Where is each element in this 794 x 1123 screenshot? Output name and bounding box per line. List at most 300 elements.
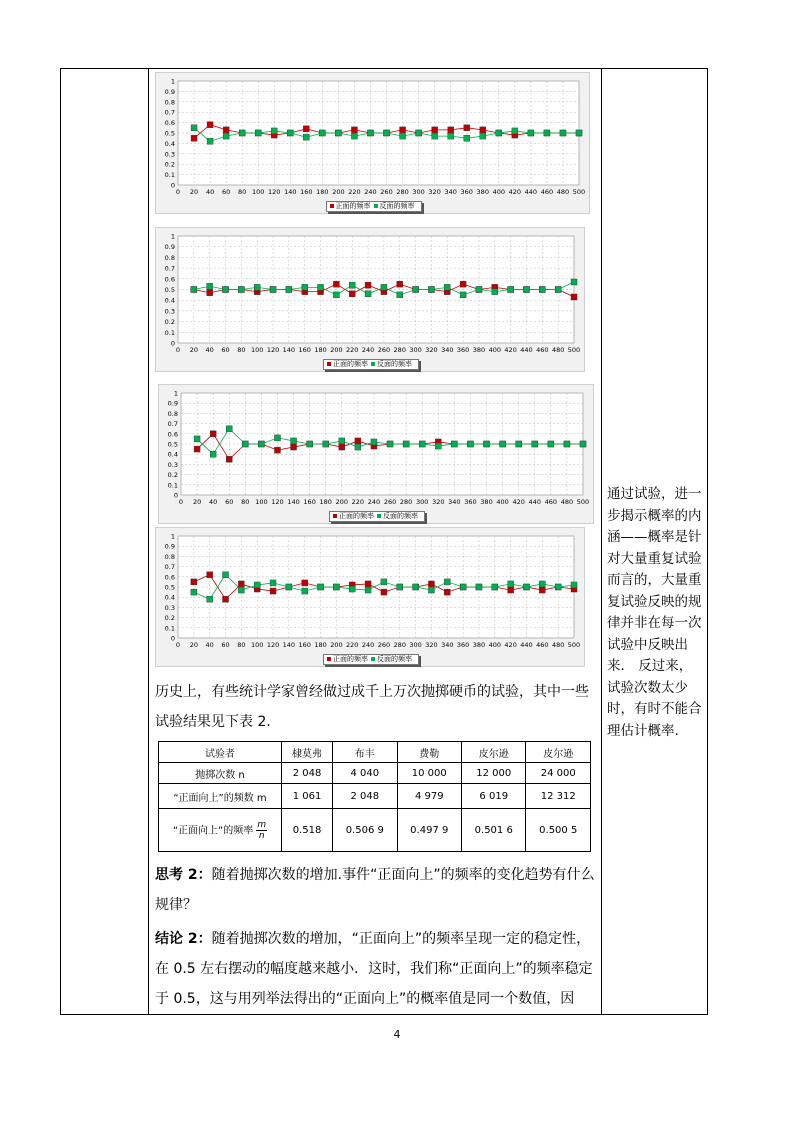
chart-legend: [323, 654, 419, 665]
x-tick-label: 320: [425, 641, 438, 649]
x-tick-label: 460: [536, 346, 549, 354]
x-tick-label: 300: [412, 188, 425, 196]
x-tick-label: 180: [319, 498, 332, 506]
data-point: [365, 587, 371, 593]
data-point: [500, 441, 506, 447]
data-point: [432, 133, 438, 139]
data-point: [419, 441, 425, 447]
y-tick-label: 0.3: [167, 460, 178, 469]
data-point: [323, 441, 329, 447]
x-tick-label: 440: [528, 498, 541, 506]
data-point: [349, 586, 355, 592]
x-tick-label: 360: [456, 641, 470, 649]
data-point: [413, 584, 419, 590]
table-cell: 0.518: [282, 809, 333, 852]
table-cell: 2 048: [333, 784, 397, 809]
data-point: [460, 584, 466, 590]
data-point: [191, 287, 197, 293]
data-point: [223, 287, 229, 293]
data-point: [351, 127, 357, 133]
data-point: [191, 125, 197, 131]
x-tick-label: 500: [572, 188, 586, 196]
x-tick-label: 80: [238, 188, 247, 196]
x-tick-label: 480: [551, 346, 565, 354]
row-label: [159, 809, 282, 852]
x-tick-label: 220: [351, 498, 365, 506]
data-point: [576, 130, 582, 136]
x-tick-label: 500: [576, 498, 590, 506]
x-tick-label: 100: [250, 346, 264, 354]
table-cell: 2 048: [282, 763, 333, 784]
x-tick-label: 60: [221, 346, 230, 354]
data-point: [523, 584, 529, 590]
data-point: [355, 444, 361, 450]
conclusion-2-paragraph: [155, 924, 595, 1014]
data-point: [528, 130, 534, 136]
x-tick-label: 300: [409, 641, 422, 649]
chart-legend: [326, 201, 422, 212]
legend-swatch: [377, 514, 381, 518]
data-point: [508, 287, 514, 293]
y-tick-label: 1: [170, 532, 175, 541]
y-tick-label: 0.2: [164, 318, 175, 327]
x-tick-label: 300: [409, 346, 422, 354]
x-tick-label: 260: [383, 498, 397, 506]
data-point: [351, 133, 357, 139]
y-tick-label: 0.5: [164, 286, 175, 294]
data-point: [413, 287, 419, 293]
data-point: [270, 287, 276, 293]
data-point: [539, 587, 545, 593]
data-point: [302, 580, 308, 586]
y-tick-label: 0: [170, 339, 175, 348]
x-tick-label: 380: [480, 498, 493, 506]
x-tick-label: 480: [556, 188, 570, 196]
data-point: [270, 580, 276, 586]
column-divider-left: [148, 68, 149, 1015]
y-tick-label: 0.8: [164, 552, 175, 561]
data-point: [432, 127, 438, 133]
data-point: [270, 588, 276, 594]
data-point: [274, 435, 280, 441]
data-point: [302, 588, 308, 594]
legend-label: 正面的频率: [333, 655, 368, 663]
table-header: 布丰: [333, 742, 397, 763]
x-tick-label: 220: [346, 641, 359, 649]
y-tick-label: 0.2: [164, 160, 175, 169]
x-tick-label: 460: [544, 498, 558, 506]
legend-label: 反面的频率: [379, 202, 415, 210]
x-tick-label: 380: [472, 641, 486, 649]
x-tick-label: 420: [504, 641, 517, 649]
y-tick-label: 0: [170, 181, 175, 190]
y-tick-label: 0.7: [167, 420, 178, 429]
x-tick-label: 340: [448, 498, 461, 506]
x-tick-label: 60: [225, 498, 234, 506]
data-point: [223, 572, 229, 578]
y-tick-label: 0.1: [164, 171, 175, 180]
y-tick-label: 0: [170, 634, 175, 643]
data-point: [254, 582, 260, 588]
x-tick-label: 180: [316, 188, 329, 196]
data-point: [467, 441, 473, 447]
data-point: [333, 584, 339, 590]
data-point: [496, 130, 502, 136]
x-tick-label: 340: [441, 641, 454, 649]
x-tick-label: 200: [332, 188, 345, 196]
y-tick-label: 0.9: [164, 243, 175, 252]
data-point: [476, 584, 482, 590]
x-tick-label: 20: [189, 641, 198, 649]
data-point: [516, 441, 522, 447]
data-point: [571, 294, 577, 300]
y-tick-label: 0.1: [164, 624, 175, 633]
data-point: [302, 284, 308, 290]
table-cell: 0.497 9: [397, 809, 461, 852]
data-point: [207, 290, 213, 296]
data-point: [448, 133, 454, 139]
table-cell: 1 061: [282, 784, 333, 809]
x-tick-label: 140: [287, 498, 300, 506]
x-tick-label: 280: [393, 641, 406, 649]
x-tick-label: 440: [524, 188, 538, 196]
y-tick-label: 0.3: [164, 307, 175, 316]
y-tick-label: 0.4: [164, 296, 175, 305]
x-tick-label: 400: [488, 346, 502, 354]
x-tick-label: 120: [268, 188, 281, 196]
data-point: [381, 589, 387, 595]
data-point: [371, 439, 377, 445]
data-point: [226, 456, 232, 462]
row-label: “正面向上”的频数 m: [159, 784, 282, 809]
think-2-label: 思考 2：: [155, 867, 212, 883]
legend-swatch: [330, 204, 334, 208]
x-tick-label: 260: [377, 346, 391, 354]
x-tick-label: 500: [567, 641, 581, 649]
data-point: [539, 287, 545, 293]
table-cell: 24 000: [526, 763, 591, 784]
y-tick-label: 0.3: [164, 603, 175, 612]
think-2-paragraph: [155, 860, 595, 920]
data-point: [274, 447, 280, 453]
y-tick-label: 0.1: [167, 481, 178, 490]
data-point: [512, 128, 518, 134]
x-tick-label: 400: [488, 641, 502, 649]
legend-swatch: [371, 362, 375, 366]
data-point: [460, 292, 466, 298]
think-2-text: 随着抛掷次数的增加.事件“正面向上”的频率的变化趋势有什么规律？: [155, 867, 595, 913]
data-point: [492, 289, 498, 295]
data-point: [387, 441, 393, 447]
data-point: [194, 446, 200, 452]
fraction-m-over-n: [256, 820, 267, 841]
x-tick-label: 280: [396, 188, 409, 196]
y-tick-label: 0.6: [164, 275, 175, 284]
data-point: [333, 292, 339, 298]
y-tick-label: 0.1: [164, 328, 175, 337]
data-point: [397, 292, 403, 298]
x-tick-label: 380: [472, 346, 486, 354]
data-point: [286, 287, 292, 293]
x-tick-label: 340: [444, 188, 457, 196]
data-point: [238, 587, 244, 593]
data-point: [291, 438, 297, 444]
x-tick-label: 320: [432, 498, 445, 506]
y-tick-label: 0.8: [164, 253, 175, 262]
data-point: [194, 436, 200, 442]
y-tick-label: 0.2: [164, 614, 175, 623]
fraction-denominator: n: [258, 830, 265, 841]
data-point: [523, 287, 529, 293]
data-point: [319, 130, 325, 136]
table-header: 棣莫弗: [282, 742, 333, 763]
x-tick-label: 240: [361, 346, 375, 354]
data-point: [484, 441, 490, 447]
data-point: [464, 125, 470, 131]
data-point: [258, 441, 264, 447]
x-tick-label: 360: [460, 188, 473, 196]
frequency-chart-3: [158, 384, 594, 524]
x-tick-label: 200: [335, 498, 349, 506]
x-tick-label: 480: [560, 498, 574, 506]
y-tick-label: 0: [173, 491, 178, 500]
page-number: 4: [393, 1028, 401, 1041]
data-point: [508, 587, 514, 593]
x-tick-label: 0: [175, 641, 181, 649]
x-tick-label: 0: [178, 498, 184, 506]
data-point: [223, 127, 229, 133]
legend-swatch: [333, 514, 337, 518]
data-point: [333, 281, 339, 287]
data-point: [223, 596, 229, 602]
y-tick-label: 0.8: [164, 98, 175, 107]
x-tick-label: 320: [425, 346, 438, 354]
y-tick-label: 1: [170, 232, 175, 241]
conclusion-2-text: 随着抛掷次数的增加，“正面向上”的频率呈现一定的稳定性，在 0.5 左右摆动的幅度越来越小．这时，我们称“正面向上”的频率稳定于 0.5，这与用列举法得出的“正面向上”的概率值是同一个数值，因: [155, 931, 593, 1007]
conclusion-2-label: 结论 2：: [155, 931, 212, 947]
y-tick-label: 0.6: [164, 119, 175, 128]
data-point: [451, 441, 457, 447]
history-paragraph: 历史上，有些统计学家曾经做过成千上万次抛掷硬币的试验，其中一些试验结果见下表 2．: [155, 684, 589, 730]
y-tick-label: 0.7: [164, 264, 175, 273]
data-point: [403, 441, 409, 447]
x-tick-label: 220: [348, 188, 361, 196]
data-point: [416, 130, 422, 136]
y-tick-label: 0.5: [164, 583, 175, 592]
x-tick-label: 460: [536, 641, 549, 649]
data-point: [318, 284, 324, 290]
data-point: [339, 444, 345, 450]
data-point: [191, 589, 197, 595]
x-tick-label: 420: [508, 188, 522, 196]
y-tick-label: 0.6: [164, 573, 175, 582]
x-tick-label: 200: [330, 641, 343, 649]
data-point: [460, 281, 466, 287]
data-point: [191, 135, 197, 141]
data-point: [349, 282, 355, 288]
x-tick-label: 240: [364, 188, 377, 196]
data-point: [226, 426, 232, 432]
data-point: [444, 284, 450, 290]
data-point: [448, 127, 454, 133]
data-point: [548, 441, 554, 447]
frequency-chart-1: [155, 72, 590, 214]
data-point: [318, 584, 324, 590]
data-point: [207, 572, 213, 578]
x-tick-label: 400: [492, 188, 506, 196]
table-header: 皮尔逊: [526, 742, 591, 763]
x-tick-label: 80: [237, 641, 246, 649]
table-header: 皮尔逊: [462, 742, 526, 763]
data-point: [464, 135, 470, 141]
x-tick-label: 400: [496, 498, 509, 506]
data-point: [428, 581, 434, 587]
data-point: [271, 128, 277, 134]
data-point: [254, 284, 260, 290]
legend-swatch: [327, 657, 331, 661]
x-tick-label: 60: [221, 188, 231, 196]
x-tick-label: 0: [175, 346, 181, 354]
x-tick-label: 180: [314, 346, 327, 354]
x-tick-label: 320: [428, 188, 441, 196]
x-tick-label: 280: [399, 498, 413, 506]
x-tick-label: 0: [175, 188, 181, 196]
x-tick-label: 160: [303, 498, 316, 506]
y-tick-label: 0.7: [164, 108, 175, 117]
side-note: 通过试验，进一步揭示概率的内涵——概率是针对大量重复试验而言的，大量重复试验反映的规律并非在每一次试验中反映出来． 反过来，试验次数太少时，有时不能合理估计概率.: [607, 486, 702, 739]
y-tick-label: 0.9: [164, 542, 175, 551]
data-point: [365, 291, 371, 297]
legend-swatch: [374, 204, 378, 208]
data-point: [339, 438, 345, 444]
data-point: [580, 441, 586, 447]
data-point: [492, 584, 498, 590]
data-point: [335, 130, 341, 136]
x-tick-label: 460: [540, 188, 554, 196]
y-tick-label: 0.9: [167, 399, 178, 408]
x-tick-label: 420: [504, 346, 517, 354]
x-tick-label: 260: [380, 188, 393, 196]
data-point: [571, 279, 577, 285]
data-point: [444, 579, 450, 585]
data-point: [365, 581, 371, 587]
data-point: [480, 127, 486, 133]
x-tick-label: 260: [377, 641, 391, 649]
x-tick-label: 360: [464, 498, 477, 506]
x-tick-label: 420: [512, 498, 525, 506]
data-point: [355, 438, 361, 444]
column-divider-right: [601, 68, 602, 1015]
x-tick-label: 40: [205, 346, 214, 354]
data-point: [291, 444, 297, 450]
table-cell: 6 019: [462, 784, 526, 809]
frequency-chart-4: [155, 527, 585, 667]
legend-label: 反面的频率: [383, 512, 418, 520]
coin-toss-results-table: [158, 741, 591, 852]
table-cell: 4 040: [333, 763, 397, 784]
y-tick-label: 0.2: [167, 471, 178, 480]
legend-label: 正面的频率: [335, 202, 371, 210]
data-point: [532, 441, 538, 447]
legend-label: 正面的频率: [339, 512, 374, 520]
data-point: [307, 441, 313, 447]
data-point: [191, 579, 197, 585]
x-tick-label: 40: [205, 188, 215, 196]
x-tick-label: 20: [189, 188, 199, 196]
data-point: [480, 133, 486, 139]
y-tick-label: 0.5: [167, 440, 178, 449]
x-tick-label: 160: [298, 641, 311, 649]
x-tick-label: 240: [361, 641, 375, 649]
x-tick-label: 120: [266, 641, 280, 649]
legend-label: 反面的频率: [377, 655, 412, 663]
y-tick-label: 0.6: [167, 430, 178, 439]
data-point: [397, 281, 403, 287]
data-point: [207, 122, 213, 128]
legend-swatch: [371, 657, 375, 661]
x-tick-label: 100: [250, 641, 264, 649]
data-point: [555, 584, 561, 590]
table-header: 费勒: [397, 742, 461, 763]
x-tick-label: 40: [209, 498, 218, 506]
chart-legend: [323, 359, 419, 370]
data-point: [223, 133, 229, 139]
row-label-text: “正面向上”的频率: [172, 825, 254, 836]
data-point: [381, 579, 387, 585]
table-cell: 4 979: [397, 784, 461, 809]
x-tick-label: 120: [266, 346, 280, 354]
data-point: [397, 584, 403, 590]
y-tick-label: 0.7: [164, 563, 175, 572]
x-tick-label: 100: [255, 498, 268, 506]
x-tick-label: 120: [271, 498, 284, 506]
data-point: [238, 287, 244, 293]
data-point: [428, 587, 434, 593]
x-tick-label: 40: [205, 641, 214, 649]
data-point: [242, 441, 248, 447]
x-tick-label: 180: [314, 641, 327, 649]
fraction-numerator: m: [257, 819, 267, 830]
x-tick-label: 480: [551, 641, 565, 649]
x-tick-label: 300: [415, 498, 429, 506]
frequency-chart-2: [155, 227, 585, 372]
y-tick-label: 1: [170, 77, 175, 86]
data-point: [286, 584, 292, 590]
y-tick-label: 0.9: [164, 87, 175, 96]
x-tick-label: 380: [476, 188, 489, 196]
x-tick-label: 20: [192, 498, 202, 506]
data-point: [210, 431, 216, 437]
legend-swatch: [327, 362, 331, 366]
x-tick-label: 220: [346, 346, 359, 354]
data-point: [555, 287, 561, 293]
chart-legend: [329, 511, 425, 522]
data-point: [560, 130, 566, 136]
x-tick-label: 80: [241, 498, 250, 506]
table-cell: 0.501 6: [462, 809, 526, 852]
x-tick-label: 80: [237, 346, 246, 354]
data-point: [544, 130, 550, 136]
legend-label: 反面的频率: [377, 360, 412, 368]
data-point: [384, 130, 390, 136]
y-tick-label: 0.3: [164, 150, 175, 159]
x-tick-label: 140: [282, 641, 296, 649]
table-cell: 12 000: [462, 763, 526, 784]
x-tick-label: 240: [367, 498, 381, 506]
data-point: [400, 127, 406, 133]
data-point: [303, 134, 309, 140]
x-tick-label: 280: [393, 346, 406, 354]
